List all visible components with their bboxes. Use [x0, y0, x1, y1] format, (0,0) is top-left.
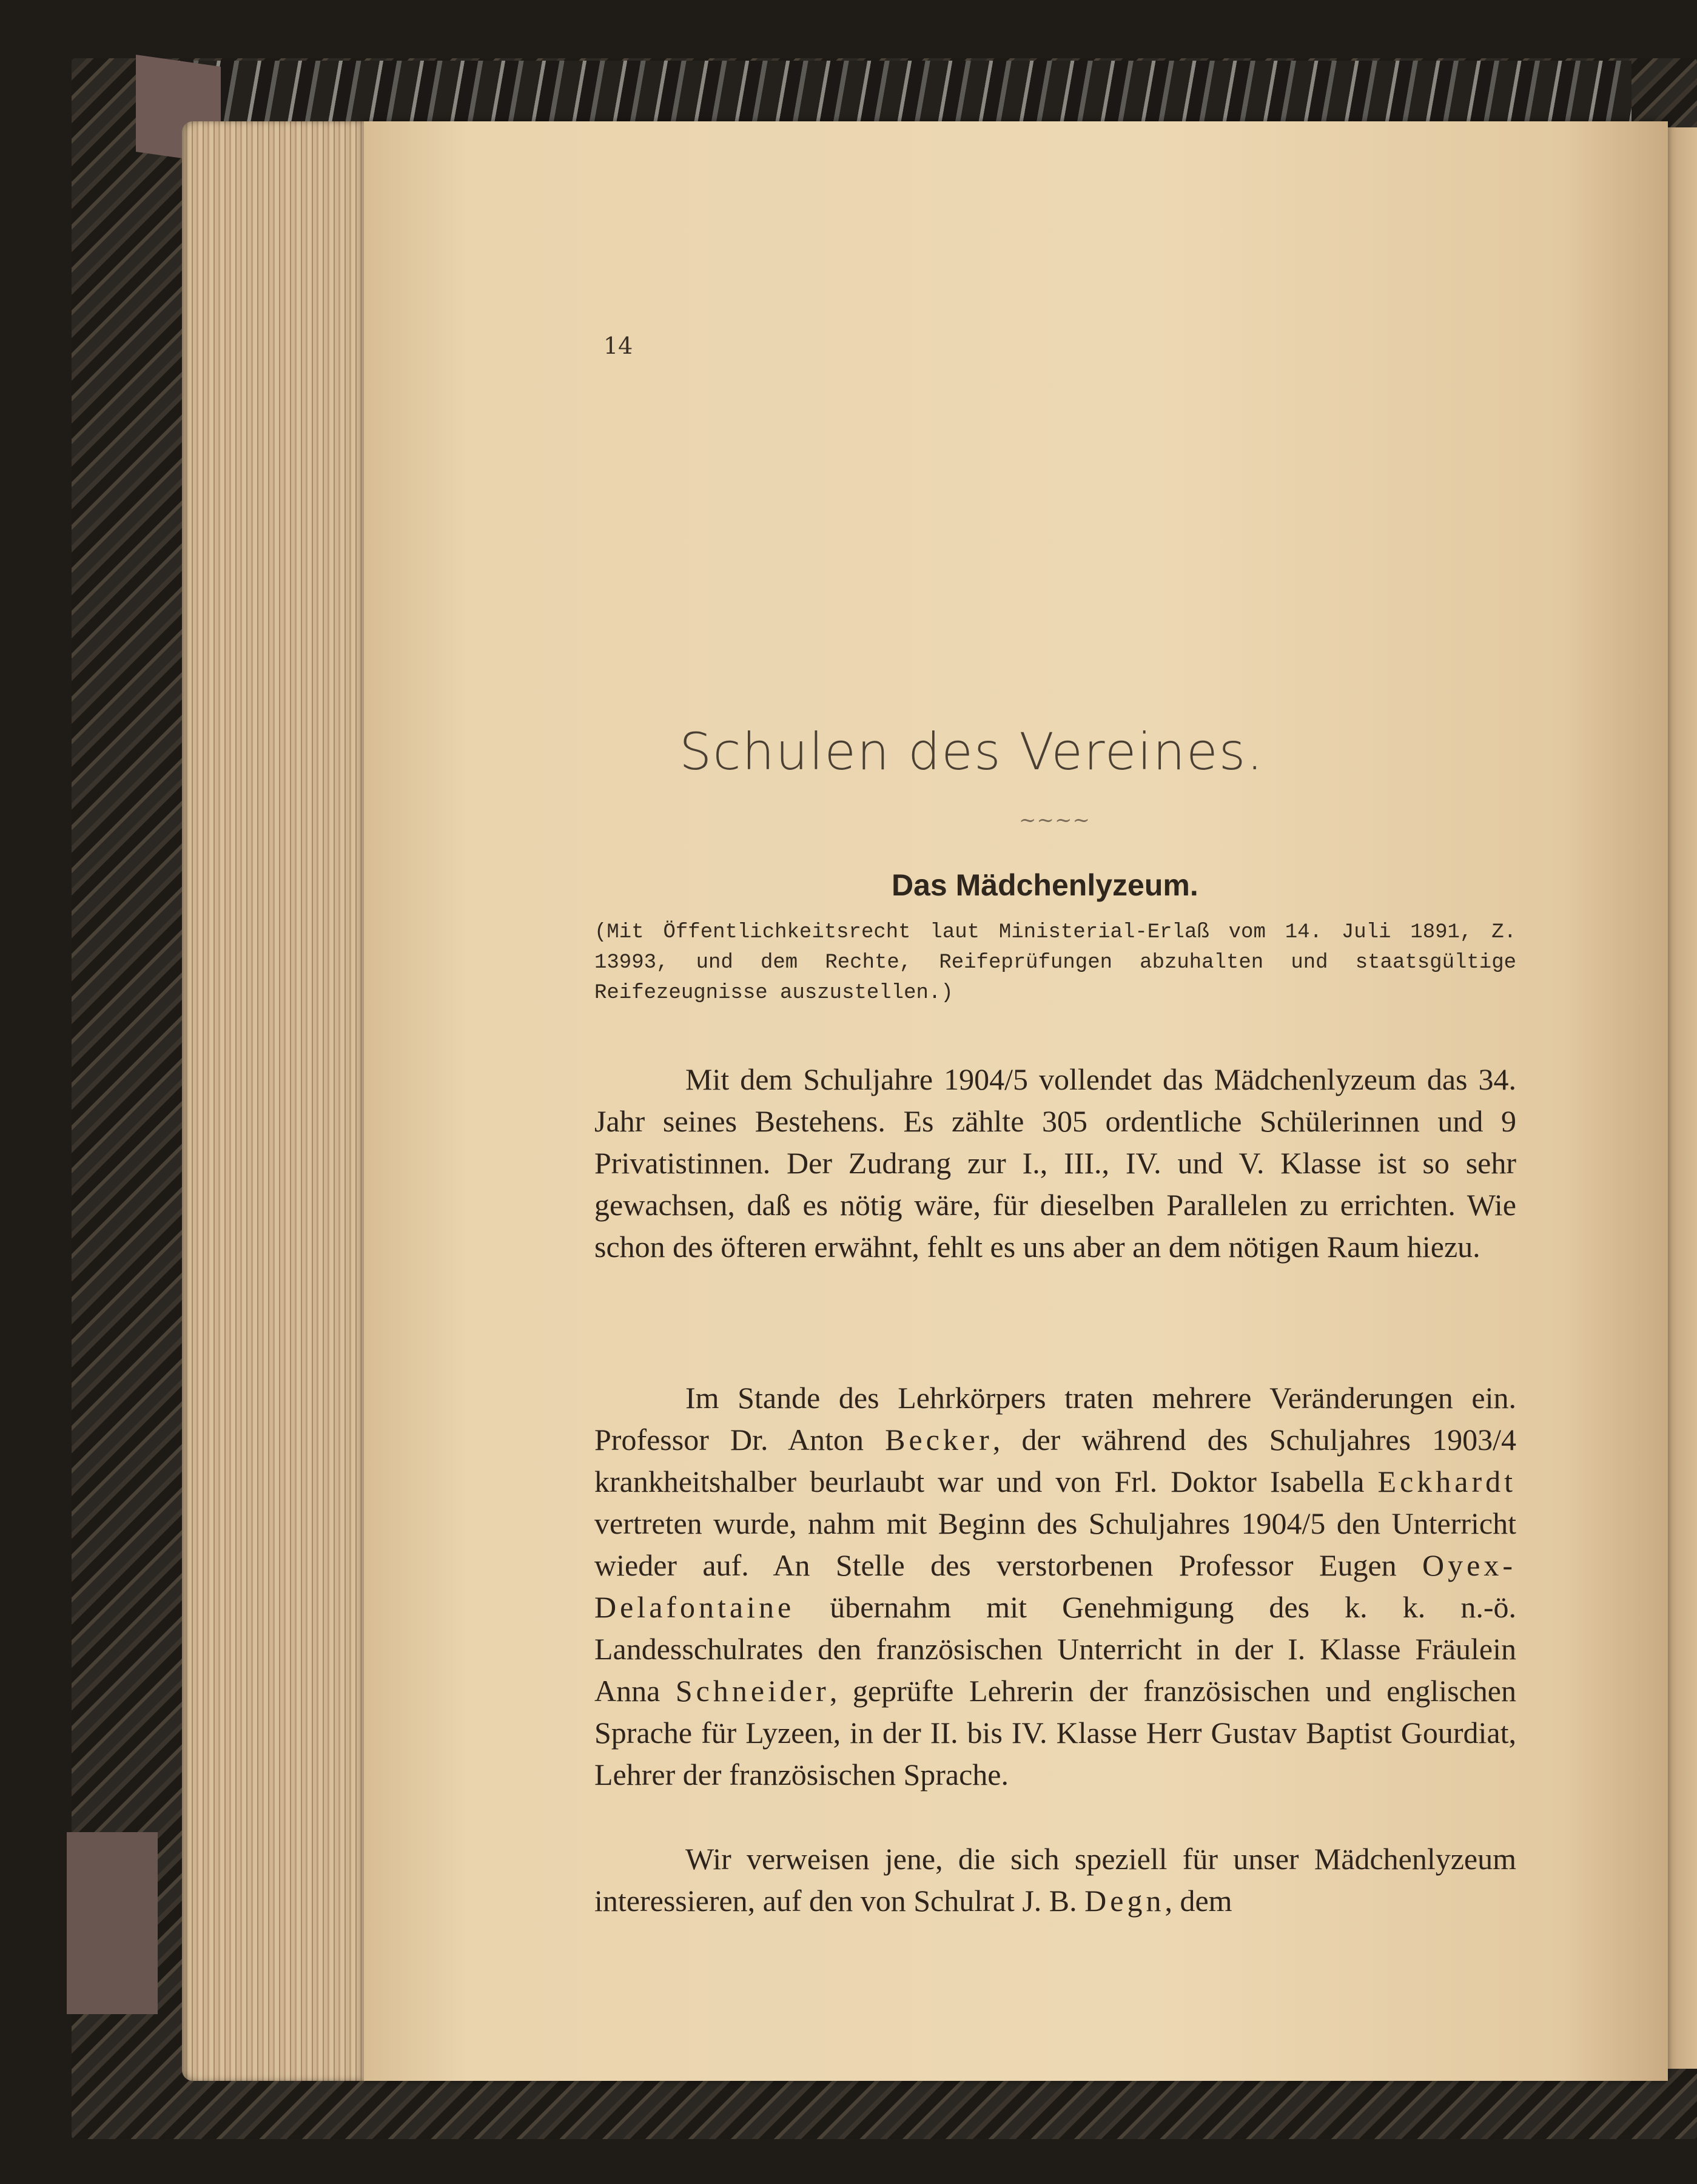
paragraph-school-year: Mit dem Schuljahre 1904/5 vollendet das Mädchenlyzeum das 34. Jahr seines Bestehens. Es zählte 305 ordentliche Schülerinnen und 9 Privatistinnen. Der Zudrang zur I., III., IV. und V. Klasse ist so sehr gewachsen, daß es nötig wäre, für dieselben Parallelen zu errichten. Wie schon des öfteren erwähnt, fehlt es uns aber an dem nötigen Raum hiezu.	[594, 1062, 1516, 1264]
text-span: , dem	[1164, 1884, 1232, 1918]
paragraph-reference	[594, 1838, 1516, 1922]
section-heading: Das Mädchenlyzeum.	[892, 868, 1198, 902]
page-number: 14	[603, 332, 633, 359]
chapter-title: Schulen des Vereines.	[679, 722, 1265, 781]
text-span: , geprüfte Lehrerin der französischen und englischen Sprache für Lyzeen, in der II. bis IV. Klasse Herr Gustav Baptist Gourdiat, Lehrer der französischen Sprache.	[594, 1674, 1516, 1791]
name-becker: Becker	[885, 1423, 993, 1457]
paragraph-staff-changes	[594, 1377, 1516, 1796]
text-span: Wir verweisen jene, die sich speziell für unser Mädchenlyzeum interessieren, auf den von Schulrat J. B.	[594, 1842, 1516, 1918]
cover-corner-bottom	[67, 1832, 158, 2014]
name-oyex: Oyex-Delafontaine	[594, 1548, 1516, 1624]
name-schneider: Schneider	[675, 1674, 830, 1708]
marbled-cover-edge	[139, 61, 1631, 127]
text-span: vertreten wurde, nahm mit Beginn des Schuljahres 1904/5 den Unterricht wieder auf. An Stelle des verstorbenen Professor Eugen	[594, 1506, 1516, 1582]
text-span: Im Stande des Lehrkörpers traten mehrere Veränderungen ein. Professor Dr. Anton	[594, 1381, 1516, 1457]
text-span: , der während des Schuljahres 1903/4 krankheitshalber beurlaubt war und von Frl. Doktor Isabella	[594, 1423, 1516, 1498]
legal-note: (Mit Öffentlichkeitsrecht laut Ministerial-Erlaß vom 14. Juli 1891, Z. 13993, und dem Rechte, Reifeprüfungen abzuhalten und staatsgültige Reifezeugnisse auszustellen.)	[594, 921, 1516, 1005]
name-eckhardt: Eckhardt	[1377, 1464, 1516, 1498]
name-degn: Degn	[1084, 1884, 1165, 1918]
title-ornament: ~~~~	[1019, 808, 1090, 832]
text-span: übernahm mit Genehmigung des k. k. n.-ö. Landesschulrates den französischen Unterricht in der I. Klasse Fräulein Anna	[594, 1590, 1516, 1708]
